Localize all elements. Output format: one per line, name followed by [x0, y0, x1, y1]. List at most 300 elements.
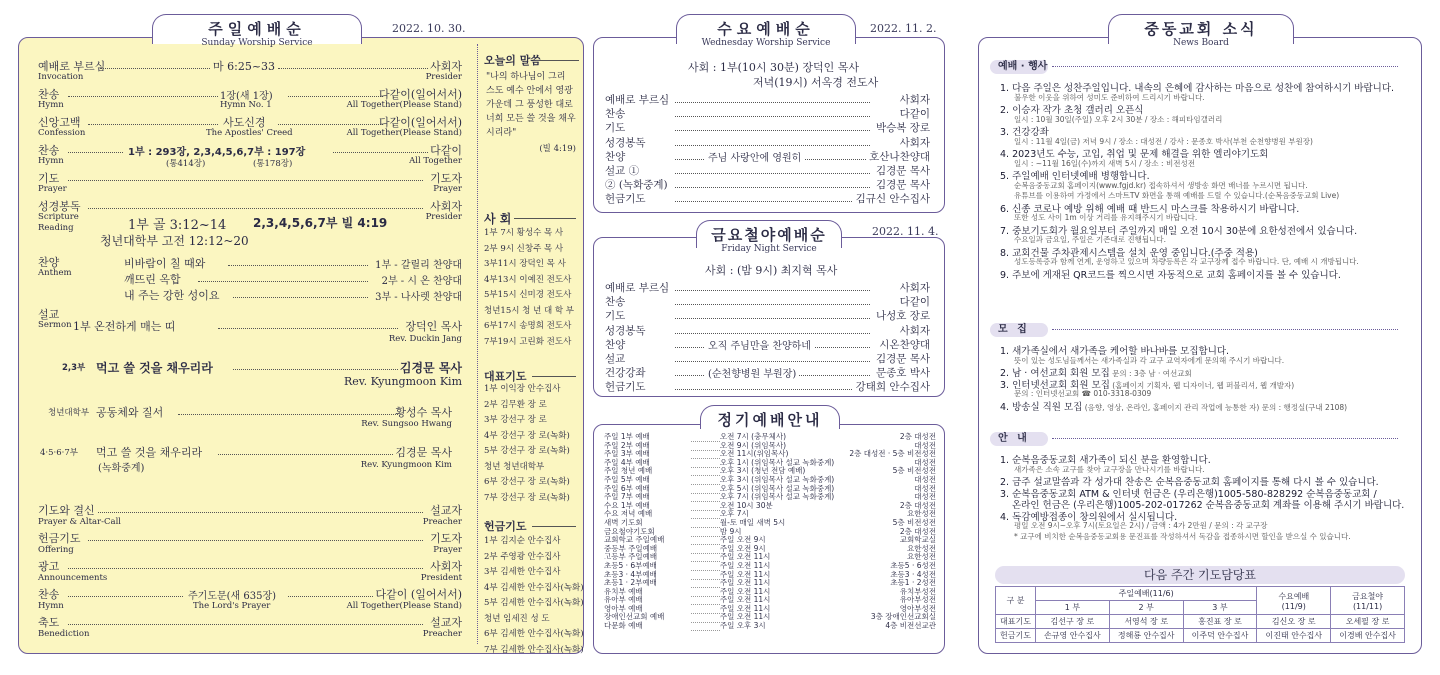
schedule-name: 주일 7부 예배	[604, 492, 650, 502]
scripture-1: 1부 골 3:12~14	[128, 218, 227, 233]
invocation-text: 마 6:25~33	[213, 60, 276, 73]
offering-prayer-item: 7부 김세한 안수집사(녹화)	[484, 644, 584, 655]
friday-row	[605, 323, 930, 337]
schedule-dots	[691, 553, 720, 562]
presider-item: 7부19시 고린화 전도사	[484, 336, 572, 347]
cell: 오세필 장 로	[1331, 615, 1405, 629]
schedule-time: 오전 10시 30분	[719, 500, 773, 510]
schedule-dots	[691, 510, 720, 519]
friday-item-right: 사회자	[897, 323, 930, 338]
schedule-name: 새벽 기도회	[604, 517, 643, 527]
friday-item-label: 찬송	[605, 296, 626, 309]
schedule-place: 3층 장애인선교회실	[870, 612, 936, 622]
wednesday-item-label: 찬양	[605, 150, 626, 163]
sermon-23-preacher: 김경문 목사	[399, 361, 462, 375]
confession-text: 사도신경	[223, 116, 266, 129]
news-headline: 4. 2023년도 수능, 고입, 취업 및 문제 해결을 위한 엘리야기도회	[1000, 149, 1269, 160]
schedule-name: 주일 4부 예배	[604, 457, 650, 467]
schedule-place: 요한성전	[907, 552, 936, 562]
prayer-en: Prayer	[38, 184, 67, 194]
section-notice-label: 안 내	[998, 433, 1030, 444]
schedule-name: 주일 2부 예배	[604, 440, 650, 450]
cell: 헌금기도	[996, 629, 1036, 643]
wednesday-item-right: 김경문 목사	[873, 177, 930, 192]
sunday-sidebar	[484, 50, 584, 655]
news-detail: 순복음중동교회 홈페이지(www.fgjd.kr) 접속하셔서 생방송 화면 배너를 누르시면 됩니다.	[1014, 180, 1308, 190]
news-headline: 9. 주보에 게재된 QR코드를 찍으시면 자동적으로 교회 홈페이지를 볼 수 있습니다.	[1000, 269, 1341, 281]
sermon-4567-preacher-en: Rev. Kyungmoon Kim	[360, 460, 452, 470]
wednesday-item-label: ② (녹화중계)	[605, 179, 668, 192]
sermon-23-preacher-en: Rev. Kyungmoon Kim	[343, 375, 462, 388]
schedule-name: 교회학교 주일예배	[604, 535, 665, 545]
cell: 손규영 안수집사	[1036, 629, 1110, 643]
friday-row	[605, 365, 930, 379]
news-headline: 5. 주일예배 인터넷예배 병행합니다.	[1000, 171, 1150, 182]
offering-prayer-item: 청년 임세진 성 도	[484, 613, 550, 624]
hymn2-label: 찬송	[38, 144, 60, 157]
schedule-row	[604, 588, 936, 597]
wednesday-row	[605, 120, 930, 134]
friday-item-label: 헌금기도	[605, 381, 646, 394]
invocation-en: Invocation	[38, 72, 84, 82]
regular-title-tab	[700, 405, 840, 429]
schedule-time: 주일 오전 9시	[719, 535, 766, 545]
news-headline: 1. 다음 주일은 성찬주일입니다. 내속의 은혜에 감사하는 마음으로 성찬에 참여하시기 바랍니다.	[1000, 83, 1395, 94]
sermon-youth-title: 공동체와 질서	[96, 406, 164, 419]
schedule-time: 오후 7시 (위임목사 설교 녹화중계)	[719, 492, 835, 502]
schedule-name: 중등부 주일예배	[604, 543, 658, 553]
friday-host: 사회 : (밤 9시) 최지혁 목사	[705, 264, 838, 277]
schedule-time: 주일 오전 11시	[719, 586, 771, 596]
schedule-name: 초등1 · 2부예배	[604, 578, 657, 588]
friday-item-right: 사회자	[897, 280, 930, 295]
offering-prayer-title: 헌금기도	[484, 520, 527, 533]
offering-label: 헌금기도	[38, 532, 81, 545]
rep-prayer-item: 5부 강선구 장 로(녹화)	[484, 446, 570, 456]
dots	[675, 201, 870, 202]
presider-item: 6부17시 송명희 전도사	[484, 321, 572, 331]
friday-item-label: 찬양	[605, 338, 626, 351]
wednesday-item-label: 성경봉독	[605, 136, 646, 149]
friday-item-label: 설교	[605, 353, 626, 365]
schedule-name: 유아부 예배	[604, 595, 643, 605]
schedule-dots	[691, 519, 720, 528]
prayer-duty-title-bar	[995, 566, 1405, 584]
cell: 대표기도	[996, 615, 1036, 629]
schedule-dots	[691, 579, 720, 588]
anthem-en: Anthem	[38, 268, 72, 278]
news-headline: 2. 남 · 여선교회 회원 모집 문의 : 3층 남 · 여선교회	[1000, 368, 1192, 379]
rep-prayer-item: 청년 청년대학부	[484, 461, 545, 472]
schedule-time: 주일 오전 11시	[719, 612, 771, 622]
altar-call-right-en: Preacher	[422, 517, 462, 527]
schedule-time: 오후 7시	[719, 509, 749, 519]
schedule-name: 고등부 주일예배	[604, 552, 658, 562]
schedule-time: 주일 오전 11시	[719, 569, 771, 579]
wednesday-order	[605, 92, 930, 208]
word-line: 시리라"	[486, 128, 517, 138]
hymn1-right-en: All Together(Please Stand)	[346, 100, 462, 110]
presider-item: 1부 7시 황성수 목 사	[484, 228, 564, 238]
hymn2-old1: (통414장)	[166, 159, 206, 169]
offering-prayer-item: 4부 김세한 안수집사(녹화)	[484, 582, 584, 593]
schedule-place: 2층 대성전	[899, 432, 936, 441]
sunday-order	[38, 56, 462, 646]
anthem-label: 찬양	[38, 256, 60, 269]
wednesday-item-label: 기도	[605, 122, 626, 135]
benediction-right-en: Preacher	[422, 629, 462, 639]
news-detail: 또한 성도 사이 1m 이상 거리를 유지해주시기 바랍니다.	[1014, 213, 1198, 222]
rep-prayer-item: 3부 강선구 장 로	[484, 415, 547, 425]
news-detail: * 교구에 비치한 순복음중동교회용 문진표를 작성하셔서 독감을 접종하시면 할인을 받으실 수 있습니다.	[1014, 531, 1351, 541]
wednesday-item-right: 사회자	[897, 92, 930, 107]
schedule-place: 4층 비전선교관	[885, 621, 936, 631]
friday-item-label: 성경봉독	[605, 324, 646, 337]
schedule-place: 2층 대성전 · 5층 비전성전	[849, 449, 936, 459]
news-headline: 2. 이승자 작가 초청 갤러리 오픈식	[1000, 105, 1144, 116]
friday-item-right: 다같이	[897, 294, 930, 309]
wednesday-item-right: 김규신 안수집사	[853, 191, 930, 206]
schedule-place: 대성전	[914, 483, 936, 493]
schedule-dots	[691, 442, 720, 451]
section-events-label: 예배 · 행사	[998, 61, 1048, 72]
friday-row	[605, 280, 930, 294]
rep-prayer-item: 2부 김무환 장 로	[484, 399, 547, 410]
anthem-2: 깨뜨린 옥합	[124, 273, 181, 286]
dots	[675, 290, 870, 291]
cell: 김선구 장 로	[1036, 615, 1110, 629]
th-friday: 금요철야 (11/11)	[1331, 587, 1405, 615]
anthem-3-choir: 3부 - 나사렛 찬양대	[375, 292, 462, 303]
sermon-4567-title: 먹고 쓸 것을 채우리라	[96, 446, 203, 459]
schedule-place: 유아부성전	[899, 595, 936, 605]
friday-item-right: 강태희 안수집사	[853, 379, 930, 394]
presider-item: 3부11시 장덕인 목 사	[484, 259, 566, 269]
news-headline: 3. 건강강좌	[1000, 127, 1049, 138]
schedule-name: 다문화 예배	[604, 621, 643, 631]
dots	[675, 187, 870, 188]
schedule-time: 주일 오전 9시	[719, 543, 766, 553]
wednesday-item-label: 헌금기도	[605, 193, 646, 206]
news-detail: 일시 : ~11월 16일(수)까지 새벽 5시 / 장소 : 비전성전	[1014, 158, 1195, 168]
dots	[675, 116, 870, 117]
dots	[675, 130, 870, 131]
schedule-dots	[691, 536, 720, 545]
sermon-youth-tag: 청년대학부	[48, 408, 90, 418]
dots	[675, 304, 870, 305]
sermon-4567-preacher: 김경문 목사	[395, 446, 452, 459]
hymn1-en: Hymn	[38, 100, 64, 110]
friday-row	[605, 308, 930, 322]
wednesday-item-label: 예배로 부르심	[605, 94, 670, 106]
news-detail: 일시 : 10월 30일(주일) 오후 2시 30분 / 장소 : 해피타임갤러리	[1014, 114, 1223, 124]
schedule-dots	[691, 493, 720, 502]
offering-prayer-item: 5부 김세한 안수집사(녹화)	[484, 598, 584, 608]
news-headline: 2. 금주 설교말씀과 각 성가대 찬송은 순복음중동교회 홈페이지를 통해 다시 볼 수 있습니다.	[1000, 477, 1379, 488]
friday-row	[605, 351, 930, 365]
schedule-time: 오후 5시 (위임목사 설교 녹화중계)	[719, 483, 835, 493]
schedule-place: 초등1 · 2성전	[890, 578, 936, 588]
news-detail: 성도등록증과 함께 연계, 운영하고 있으며 차량등록은 각 교구장께 접수 바랍니다. 단, 예배 시 개방됩니다.	[1014, 257, 1359, 266]
friday-item-label: 기도	[605, 310, 626, 323]
sermon-youth-preacher: 황성수 목사	[395, 406, 452, 419]
cell: 홍진표 장 로	[1183, 615, 1257, 629]
altar-call-label: 기도와 결신	[38, 504, 95, 517]
announcements-right-en: President	[420, 573, 462, 583]
hymn2-numbers: 1부 : 293장, 2,3,4,5,6,7부 : 197장	[128, 147, 306, 158]
presider-item: 2부 9시 신창주 목 사	[484, 243, 564, 254]
sermon-4567-sub: (녹화중계)	[98, 463, 145, 474]
lords-prayer-en: Hymn	[38, 601, 64, 611]
news-detail: 평일 오전 9시~오후 7시(토요일은 2시) / 금액 : 4가 2만원 / 문의 : 각 교구장	[1014, 521, 1268, 530]
schedule-name: 주일 6부 예배	[604, 483, 650, 493]
altar-call-right: 설교자	[430, 504, 462, 517]
dots	[675, 389, 870, 390]
section-recruit-label: 모 집	[998, 324, 1030, 335]
schedule-dots	[691, 596, 720, 605]
th-gubun: 구 분	[996, 587, 1036, 615]
friday-item-right: 나성호 장로	[873, 308, 930, 323]
offering-right-en: Prayer	[433, 545, 462, 555]
wednesday-row	[605, 106, 930, 120]
schedule-name: 장애인선교회 예배	[604, 612, 665, 622]
confession-label: 신앙고백	[38, 116, 81, 129]
confession-right-en: All Together(Please Stand)	[346, 128, 462, 138]
confession-en: Confession	[38, 128, 86, 138]
news-headline: 7. 중보기도회가 월요일부터 주일까지 매일 오전 10시 30분에 요한성전에서 있습니다.	[1000, 225, 1358, 237]
wednesday-subtitle: Wednesday Worship Service	[701, 38, 831, 48]
hymn1-number-en: Hymn No. 1	[220, 100, 272, 110]
schedule-time: 오전 9시 (위임목사)	[719, 440, 786, 450]
hymn1-right: 다같이(일어서서)	[379, 88, 462, 101]
rep-prayer-list	[484, 382, 570, 506]
section-notice-header	[990, 432, 1048, 446]
word-line: "나의 하나님이 그리	[486, 72, 566, 82]
schedule-time: 주일 오후 3시	[719, 621, 766, 631]
schedule-dots	[691, 528, 720, 537]
friday-title: 금요철야예배순	[711, 226, 827, 244]
friday-row	[605, 294, 930, 308]
altar-call-en: Prayer & Altar-Call	[38, 517, 121, 527]
sunday-sidebar-divider	[477, 44, 478, 644]
section-recruit-header	[990, 323, 1048, 337]
dots	[675, 318, 870, 319]
dots	[675, 102, 870, 103]
friday-subtitle: Friday Night Service	[721, 244, 817, 254]
schedule-dots	[691, 476, 720, 485]
news-detail: 수요일과 금요일, 주일은 기존대로 진행됩니다.	[1014, 235, 1166, 244]
schedule-dots	[691, 605, 720, 614]
schedule-place: 초등5 · 6성전	[890, 560, 936, 570]
hymn1-number: 1장(새 1장)	[220, 91, 273, 102]
news-title: 중동교회 소식	[1144, 20, 1258, 38]
benediction-right: 설교자	[430, 616, 462, 629]
schedule-place: 영아부성전	[899, 603, 936, 613]
sermon-en: Sermon	[38, 320, 72, 330]
lords-prayer-text: 주기도문(새 635장)	[188, 591, 277, 602]
anthem-2-choir: 2부 - 시 온 찬양대	[381, 276, 462, 287]
prayer-right-en: Prayer	[433, 184, 462, 194]
prayer-duty-title: 다음 주간 기도담당표	[1144, 568, 1256, 582]
wednesday-item-right: 박승복 장로	[873, 120, 930, 135]
news-detail: 문의 : 인터넷선교회 ☎ 010-3318-0309	[1014, 389, 1152, 398]
schedule-row	[604, 622, 936, 631]
wednesday-title: 수요예배순	[717, 20, 815, 38]
wednesday-date: 2022. 11. 2.	[870, 22, 937, 35]
schedule-place: 요한성전	[907, 509, 936, 519]
word-title: 오늘의 말씀	[484, 54, 541, 67]
lords-prayer-text-en: The Lord's Prayer	[193, 601, 271, 611]
schedule-name: 주일 3부 예배	[604, 449, 650, 459]
presider-item: 5부15시 신미경 전도사	[484, 290, 572, 300]
benediction-label: 축도	[38, 616, 60, 629]
confession-right: 다같이(일어서서)	[379, 116, 462, 129]
th-part2: 2 부	[1109, 601, 1183, 615]
friday-item-label: 건강강좌	[605, 367, 646, 380]
news-headline: 3. 순복음중동교회 ATM & 인터넷 헌금은 (우리은행)1005-580-828292 순복음중동교회 /	[1000, 488, 1377, 500]
hymn2-en: Hymn	[38, 156, 64, 166]
schedule-time: 오전 11시(위임목사)	[719, 449, 789, 459]
news-detail: 유튜브를 이용하여 가정에서 스마트TV 화면을 통해 예배를 드릴 수 있습니다.(순복음중동교회 Live)	[1014, 191, 1340, 200]
schedule-time: 오후 3시 (위임목사 설교 녹화중계)	[719, 474, 835, 484]
news-headline: 4. 독감예방접종이 창의원에서 실시됩니다.	[1000, 511, 1178, 523]
hymn1-label: 찬송	[38, 88, 60, 101]
offering-right: 기도자	[430, 532, 462, 545]
news-inline: (음향, 영상, 온라인, 홈페이지 관리 작업에 능통한 자) 문의 : 행정실(구내 2108)	[1082, 402, 1348, 412]
offering-prayer-item: 2부 주영광 안수집사	[484, 551, 561, 562]
announcements-en: Announcements	[38, 573, 108, 583]
wednesday-host-1: 사회 : 1부(10시 30분) 장덕인 목사	[688, 61, 860, 74]
wednesday-row	[605, 149, 930, 163]
news-subtitle: News Board	[1173, 38, 1229, 48]
schedule-name: 주일 5부 예배	[604, 474, 650, 484]
news-headline: 1. 새가족실에서 새가족을 케어할 바나바를 모집합니다.	[1000, 346, 1230, 357]
dots	[675, 173, 870, 174]
news-detail: 불우한 이웃을 위하여 성미도 준비하여 드리시기 바랍니다.	[1014, 92, 1205, 102]
sermon-23-tag: 2,3부	[62, 363, 86, 373]
confession-text-en: The Apostles' Creed	[206, 128, 293, 138]
wednesday-row	[605, 191, 930, 205]
regular-title: 정기예배안내	[717, 411, 823, 429]
wednesday-row	[605, 163, 930, 177]
schedule-row	[604, 596, 936, 605]
offering-en: Offering	[38, 545, 74, 555]
schedule-name: 초등5 · 6부예배	[604, 560, 657, 570]
regular-schedule	[604, 433, 936, 631]
invocation-label: 예배로 부르심	[38, 60, 106, 73]
sermon-1: 1부 온전하게 매는 띠	[73, 320, 176, 333]
presider-title: 사 회	[484, 212, 512, 226]
schedule-dots	[691, 467, 720, 476]
word-line: 너희 모든 쓸 것을 채우	[486, 114, 576, 124]
presider-list	[484, 226, 574, 350]
scripture-en: Scripture Reading	[38, 212, 79, 233]
friday-order	[605, 280, 930, 394]
lords-prayer-right: 다같이 (일어서서)	[375, 588, 462, 601]
wednesday-row	[605, 135, 930, 149]
prayer-right: 기도자	[430, 172, 462, 185]
scripture-right-en: Presider	[425, 212, 462, 222]
th-part1: 1 부	[1036, 601, 1110, 615]
schedule-dots	[691, 588, 720, 597]
schedule-name: 영아부 예배	[604, 603, 643, 613]
lords-prayer-right-en: All Together(Please Stand)	[346, 601, 462, 611]
news-headline: 온라인 헌금은 (우리은행)1005-202-017262 순복음중동교회 계좌를 이용해 주시기 바랍니다.	[1012, 500, 1405, 511]
sermon-4567-tag: 4·5·6·7부	[40, 448, 78, 458]
news-inline: (홈페이지 기획자, 웹 디자이너, 웹 퍼블리셔, 웹 개발자)	[1109, 380, 1295, 390]
section-events-header	[990, 60, 1048, 74]
schedule-dots	[691, 571, 720, 580]
rep-prayer-item: 7부 강선구 장 로(녹화)	[484, 492, 570, 503]
sermon-youth-preacher-en: Rev. Sungsoo Hwang	[361, 419, 452, 429]
scripture-2: 2,3,4,5,6,7부 빌 4:19	[253, 216, 388, 230]
prayer-label: 기도	[38, 172, 60, 185]
rep-prayer-item: 6부 강선구 장 로(녹화)	[484, 477, 570, 487]
scripture-youth: 청년대학부 고전 12:12~20	[100, 234, 249, 248]
sunday-title: 주일예배순	[208, 20, 306, 38]
schedule-name: 금요철야기도회	[604, 526, 655, 536]
friday-row	[605, 379, 930, 393]
lords-prayer-label: 찬송	[38, 588, 60, 601]
sunday-date: 2022. 10. 30.	[392, 22, 466, 35]
schedule-name: 주일 1부 예배	[604, 432, 650, 441]
schedule-time: 주일 오전 11시	[719, 578, 771, 588]
schedule-name: 초등3 · 4부예배	[604, 569, 657, 579]
wednesday-row	[605, 92, 930, 106]
wednesday-item-right: 호산나찬양대	[866, 149, 930, 164]
wednesday-item-right: 사회자	[897, 135, 930, 150]
schedule-dots	[691, 433, 720, 442]
rep-prayer-title: 대표기도	[484, 370, 527, 383]
wednesday-item-right: 다같이	[897, 106, 930, 121]
wednesday-item-label: 찬송	[605, 108, 626, 121]
schedule-name: 수요 저녁 예배	[604, 509, 653, 519]
schedule-place: 대성전	[914, 440, 936, 450]
offering-prayer-item: 3부 김세한 안수집사	[484, 567, 561, 577]
news-inline: 문의 : 3층 남 · 여선교회	[1109, 369, 1192, 378]
offering-prayer-list	[484, 534, 584, 658]
word-line: 가운데 그 풍성한 대로	[486, 100, 573, 110]
announcements-right: 사회자	[430, 560, 462, 573]
schedule-dots	[691, 562, 720, 571]
sunday-title-tab	[152, 14, 362, 48]
sermon-1-preacher: 장덕인 목사	[405, 320, 462, 333]
invocation-right: 사회자	[430, 60, 462, 73]
hymn2-right-en: All Together	[409, 156, 462, 166]
th-part3: 3 부	[1183, 601, 1257, 615]
wednesday-row	[605, 177, 930, 191]
schedule-name: 유치부 예배	[604, 586, 643, 596]
schedule-time: 오후 1시 (위임목사 설교 녹화중계)	[719, 457, 835, 467]
cell: 이주덕 안수집사	[1183, 629, 1257, 643]
news-headline: 4. 방송실 직원 모집 (음향, 영상, 온라인, 홈페이지 관리 작업에 능통한 자) 문의 : 행정실(구내 2108)	[1000, 401, 1348, 413]
schedule-row	[604, 579, 936, 588]
schedule-name: 수요 1부 예배	[604, 500, 650, 510]
friday-item-middle: (순천향병원 부원장)	[705, 365, 799, 380]
scripture-label: 성경봉독	[38, 200, 81, 213]
news-headline: 1. 순복음중동교회 새가족이 되신 분을 환영합니다.	[1000, 455, 1211, 466]
hymn2-right: 다같이	[430, 144, 462, 157]
cell: 서영석 장 로	[1109, 615, 1183, 629]
cell: 이진태 안수집사	[1257, 629, 1331, 643]
friday-item-right: 문종호 박사	[873, 365, 930, 380]
wednesday-host-2: 저녁(19시) 서옥경 전도사	[753, 76, 879, 89]
presider-item: 4부13시 이예진 전도사	[484, 274, 572, 285]
announcements-label: 광고	[38, 560, 60, 573]
schedule-time: 주일 오전 11시	[719, 552, 771, 562]
news-detail: 일시 : 11월 4일(금) 저녁 9시 / 장소 : 대성전 / 강사 : 문종호 박사(부천 순천향병원 부원장)	[1014, 136, 1313, 146]
schedule-place: 2층 대성전	[899, 526, 936, 536]
